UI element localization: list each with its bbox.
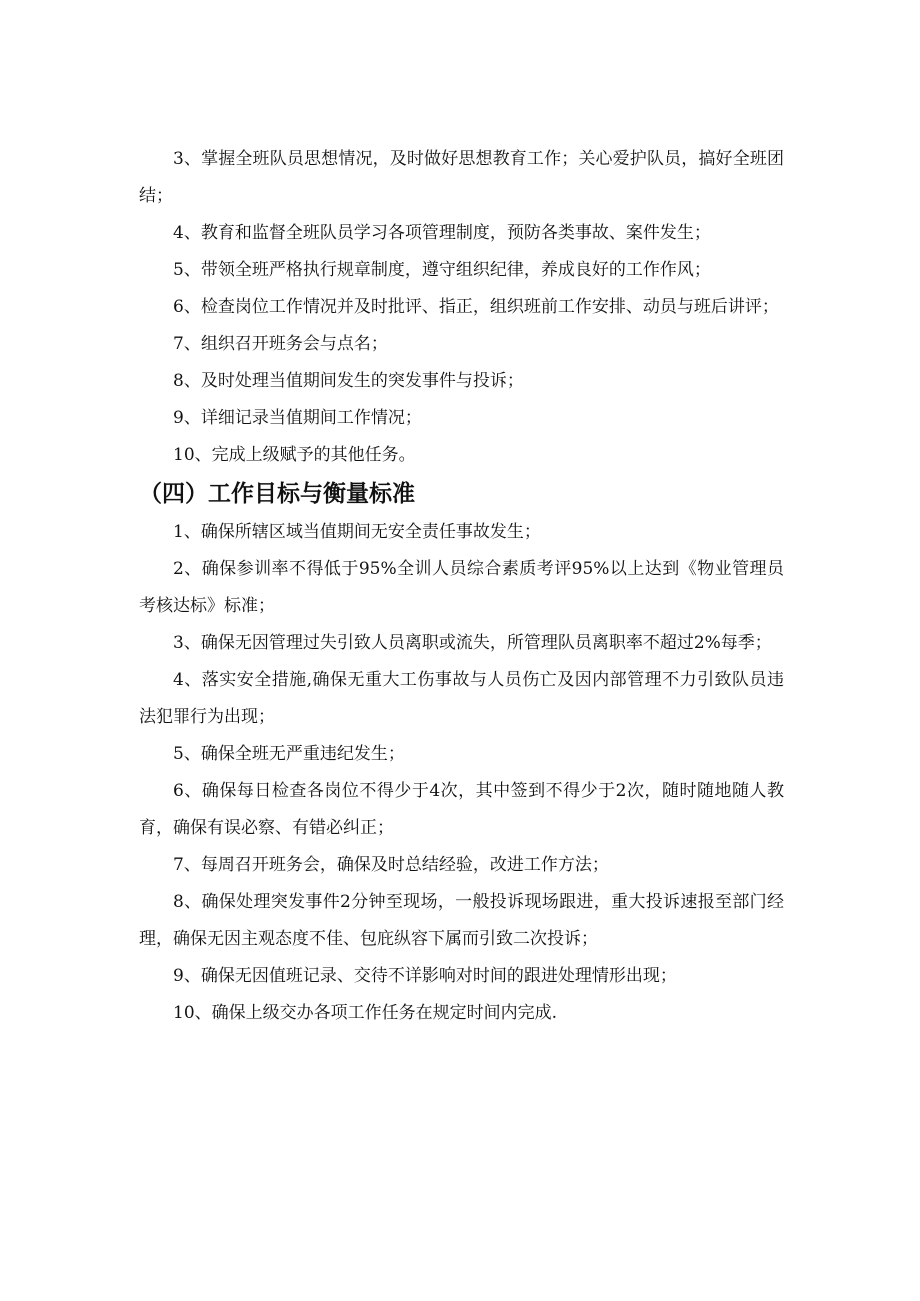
list-item: 4、落实安全措施,确保无重大工伤事故与人员伤亡及因内部管理不力引致队员违法犯罪行为出现； [139,670,784,727]
list-item: 1、确保所辖区域当值期间无安全责任事故发生； [173,522,541,542]
list-item: 10、完成上级赋予的其他任务。 [173,445,416,465]
list-item: 4、教育和监督全班队员学习各项管理制度，预防各类事故、案件发生； [173,223,711,243]
list-item: 10、确保上级交办各项工作任务在规定时间内完成. [173,1003,558,1023]
list-item: 7、组织召开班务会与点名； [173,334,388,354]
list-item: 6、确保每日检查各岗位不得少于4次，其中签到不得少于2次，随时随地随人教育，确保有误必察、有错必纠正； [139,781,784,838]
list-item: 9、确保无因值班记录、交待不详影响对时间的跟进处理情形出现； [173,966,677,986]
section-heading: （四）工作目标与衡量标准 [139,481,415,507]
list-item: 7、每周召开班务会，确保及时总结经验，改进工作方法； [173,855,609,875]
list-item: 5、带领全班严格执行规章制度，遵守组织纪律，养成良好的工作作风； [173,260,711,280]
list-item: 5、确保全班无严重违纪发生； [173,744,405,764]
list-item: 8、及时处理当值期间发生的突发事件与投诉； [173,371,524,391]
list-item: 9、详细记录当值期间工作情况； [173,408,422,428]
list-item: 3、确保无因管理过失引致人员离职或流失，所管理队员离职率不超过2%每季； [173,633,772,653]
document-body [139,141,784,1032]
list-item: 6、检查岗位工作情况并及时批评、指正，组织班前工作安排、动员与班后讲评； [173,297,779,317]
list-item: 3、掌握全班队员思想情况，及时做好思想教育工作；关心爱护队员，搞好全班团结； [139,149,784,206]
list-item: 8、确保处理突发事件2分钟至现场，一般投诉现场跟进，重大投诉速报至部门经理，确保无因主观态度不佳、包庇纵容下属而引致二次投诉； [139,892,784,949]
list-item: 2、确保参训率不得低于95%全训人员综合素质考评95%以上达到《物业管理员考核达标》标准； [139,559,784,616]
